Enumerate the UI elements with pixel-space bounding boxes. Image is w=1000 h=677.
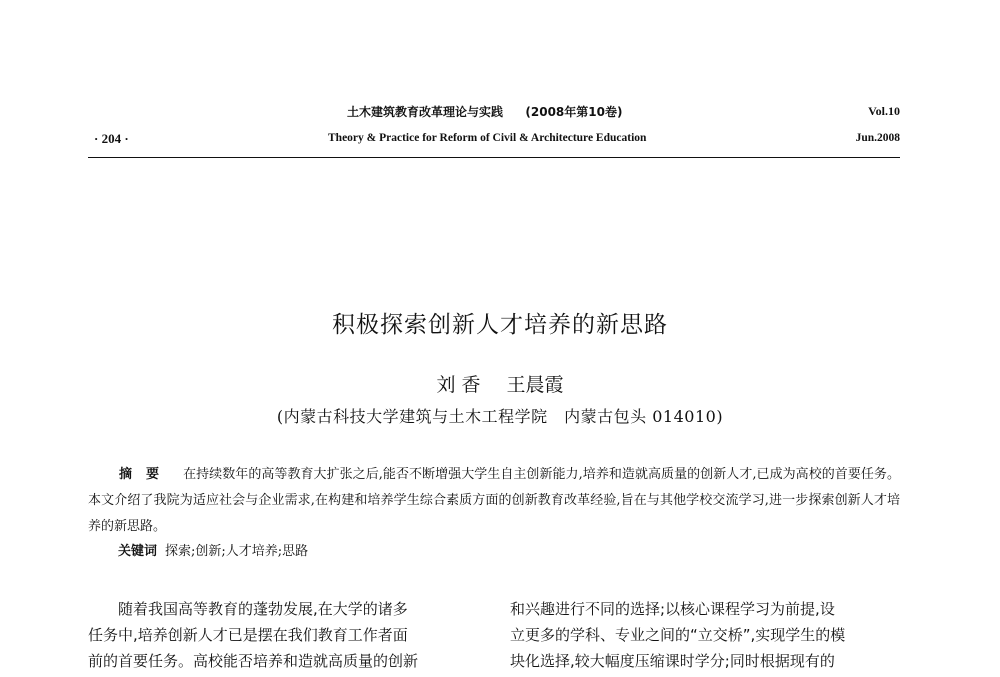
body-right-line-2: 立更多的学科、专业之间的“立交桥”,实现学生的模: [510, 626, 846, 644]
body-left-line-2: 任务中,培养创新人才已是摆在我们教育工作者面: [88, 626, 408, 644]
keywords-text: 探索;创新;人才培养;思路: [165, 544, 309, 559]
journal-name-cn: 土木建筑教育改革理论与实践: [347, 105, 504, 119]
abstract: [88, 462, 900, 540]
body-left-line-3: 前的首要任务。高校能否培养和造就高质量的创新: [88, 652, 419, 670]
author-2: 王晨霞: [506, 374, 564, 396]
issue-date: Jun.2008: [855, 132, 900, 144]
journal-title-cn: [347, 103, 622, 120]
header-rule: [88, 157, 900, 158]
body-right-line-3: 块化选择,较大幅度压缩课时学分;同时根据现有的: [510, 652, 835, 670]
keywords: [118, 540, 308, 564]
article-title: 积极探索创新人才培养的新思路: [332, 312, 668, 338]
author-1: 刘 香: [436, 374, 481, 396]
journal-issue-cn: (2008年第10卷): [525, 105, 623, 119]
abstract-label: 摘要: [119, 467, 174, 482]
body-right-line-1: 和兴趣进行不同的选择;以核心课程学习为前提,设: [510, 600, 835, 618]
affiliation: (内蒙古科技大学建筑与土木工程学院 内蒙古包头 014010): [276, 407, 724, 426]
author-line: [0, 370, 1000, 397]
body-column-right: [510, 596, 900, 674]
journal-title-en: Theory & Practice for Reform of Civil & Architecture Education: [328, 132, 647, 144]
body-column-left: [88, 596, 478, 674]
abstract-text: 在持续数年的高等教育大扩张之后,能否不断增强大学生自主创新能力,培养和造就高质量的创新人才,已成为高校的首要任务。本文介绍了我院为适应社会与企业需求,在构建和培养学生综合素质方面的创新教育改革经验,旨在与其他学校交流学习,进一步探索创新人才培养的新思路。: [88, 467, 900, 534]
volume-label: Vol.10: [868, 104, 900, 118]
keywords-label: 关键词: [118, 544, 158, 559]
body-left-line-1: 随着我国高等教育的蓬勃发展,在大学的诸多: [118, 600, 408, 618]
page-number: · 204 ·: [94, 131, 129, 146]
